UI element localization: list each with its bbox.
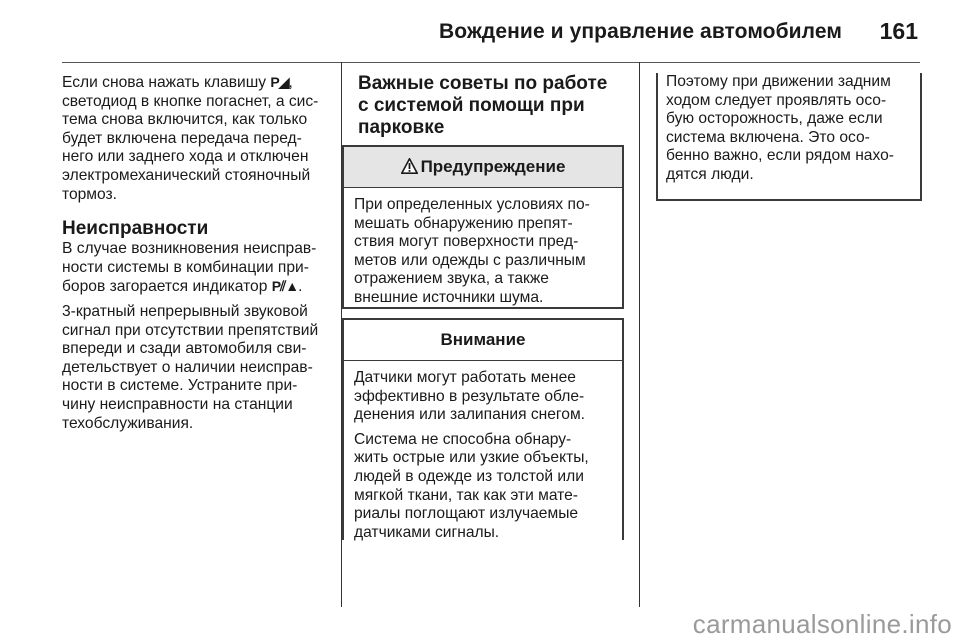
page-header [0, 0, 960, 62]
attention-paragraph-2: Система не способна обнару- жить острые или узкие объекты, людей в одежде из толстой или мягкой ткани, так как эти мате- риалы поглощают излучаемые датчиками сигналы. [354, 430, 589, 541]
fault-paragraph-1 [62, 240, 334, 297]
header-title: Вождение и управление автомобилем [439, 20, 842, 43]
attention-paragraph-1: Датчики могут работать менее эффективно в результате обле- денения или залипания снегом. [354, 369, 586, 424]
warning-triangle-icon [401, 158, 418, 174]
park-assist-button-icon: P◢ [270, 74, 289, 90]
column-left [62, 73, 334, 433]
intro-paragraph [62, 73, 334, 204]
column-middle [358, 73, 624, 139]
attention-box-continuation [656, 73, 922, 201]
attention-box-body [344, 361, 622, 548]
column-divider-right [639, 62, 640, 607]
attention-box-header [344, 320, 622, 361]
continuation-body [658, 73, 920, 185]
warning-box-title: Предупреждение [420, 157, 566, 176]
tips-heading: Важные советы по работе с системой помощи при парковке [358, 73, 608, 138]
fault-text-after: . [298, 278, 303, 296]
warning-box [342, 145, 624, 309]
continuation-paragraph: Поэтому при движении задним ходом следует проявлять осо- бую осторожность, даже если система включена. Это осо- бенно важно, если рядом нахо- дятся люди. [666, 73, 894, 183]
warning-box-header [344, 147, 622, 188]
fault-paragraph-2: 3-кратный непрерывный звуковой сигнал при отсутствии препятствий впереди и сзади автомобиля сви- детельствует о наличии неисправ- ности в системе. Устраните при- чину неисправности на станции техобслуживания. [62, 302, 319, 432]
fault-text-before: В случае возникновения неисправ- ности системы в комбинации при- боров загорается индикатор [62, 240, 317, 296]
warning-text: При определенных условиях по- мешать обнаружению препят- ствия могут поверхности пред- метов или одежды с различным отражением звука, а также внешние источники шума. [354, 196, 590, 306]
park-assist-indicator-icon: P⫽▲ [271, 278, 299, 295]
page-number: 161 [879, 18, 918, 44]
header-rule [62, 62, 920, 63]
fault-heading: Неисправности [62, 218, 209, 240]
attention-box [342, 318, 624, 540]
watermark: carmanualsonline.info [692, 609, 952, 639]
attention-box-title: Внимание [440, 330, 526, 349]
intro-text-after: , светодиод в кнопке погаснет, а сис- тема снова включится, как только будет включена передача перед- него или заднего хода и отключен электромеханический стояночный тормоз. [62, 74, 319, 203]
warning-box-body [344, 188, 622, 314]
intro-text-before: Если снова нажать клавишу [62, 74, 271, 91]
